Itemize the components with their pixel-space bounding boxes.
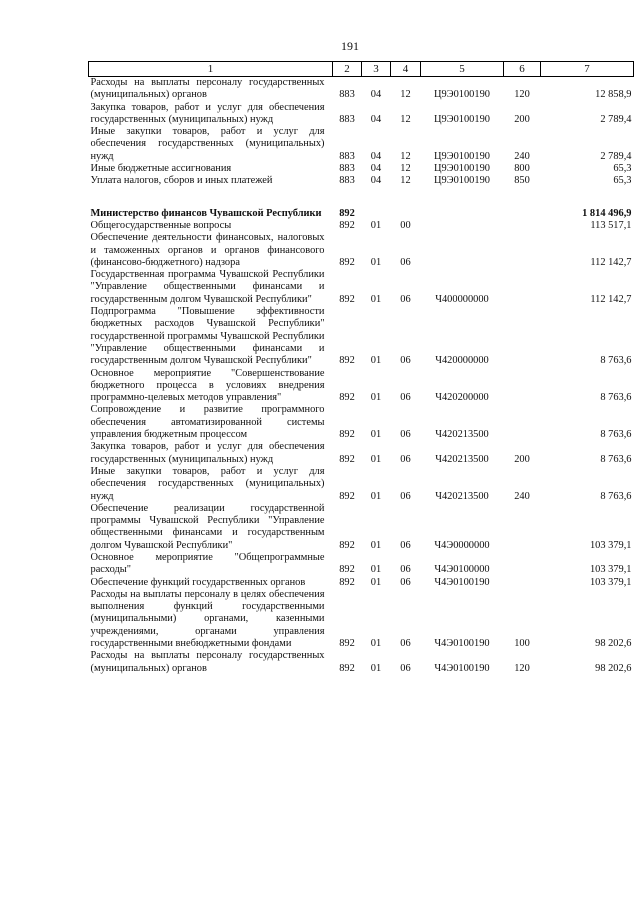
table-row xyxy=(89,650,634,675)
row-expense-type: 200 xyxy=(514,453,530,465)
row-section-code: 01 xyxy=(370,293,382,305)
row-expense-type xyxy=(504,552,541,577)
row-amount: 12 858,9 xyxy=(595,89,632,101)
table-row xyxy=(89,77,634,102)
row-subsection-code: 06 xyxy=(400,539,411,551)
row-subsection-code: 00 xyxy=(400,219,411,231)
row-ministry-code: 892 xyxy=(339,662,355,674)
row-section-code: 01 xyxy=(370,453,382,465)
row-expense-type xyxy=(504,306,541,367)
row-section-code: 04 xyxy=(370,89,382,101)
row-name: Государственная программа Чувашской Республики "Управление общественными финансами и государственным долгом Чувашской Республики" xyxy=(90,269,325,305)
table-header xyxy=(89,62,634,77)
row-amount: 2 789,4 xyxy=(600,150,632,162)
row-subsection-code: 12 xyxy=(400,150,411,162)
row-target-code xyxy=(421,220,504,232)
row-amount: 1 814 496,9 xyxy=(582,207,632,219)
row-name: Иные закупки товаров, работ и услуг для обеспечения государственных (муниципальных) нужд xyxy=(90,465,325,502)
row-expense-type xyxy=(504,404,541,441)
table-row xyxy=(89,232,634,269)
row-section-code: 04 xyxy=(370,163,382,175)
row-subsection-code: 06 xyxy=(400,429,411,441)
row-expense-type xyxy=(504,503,541,552)
header-cell: 1 xyxy=(89,62,333,77)
row-expense-type: 850 xyxy=(514,175,530,187)
row-subsection-code: 06 xyxy=(400,564,411,576)
row-amount: 113 517,1 xyxy=(590,219,632,231)
row-subsection-code: 12 xyxy=(400,163,411,175)
header-cell: 5 xyxy=(421,62,504,77)
table-row xyxy=(89,503,634,552)
row-name: Расходы на выплаты персоналу государственных (муниципальных) органов xyxy=(90,77,325,101)
row-subsection-code: 12 xyxy=(400,175,411,187)
row-ministry-code: 892 xyxy=(339,392,355,404)
table-row xyxy=(89,175,634,187)
row-subsection-code: 06 xyxy=(400,392,411,404)
table-row xyxy=(89,466,634,503)
row-name: Расходы на выплаты персоналу государственных (муниципальных) органов xyxy=(90,650,325,674)
row-expense-type xyxy=(504,269,541,306)
row-ministry-code: 892 xyxy=(339,429,355,441)
row-target-code: Ч400000000 xyxy=(435,293,489,305)
row-expense-type: 240 xyxy=(514,490,530,502)
row-amount: 112 142,7 xyxy=(590,293,632,305)
row-target-code: Ц9Э0100190 xyxy=(434,150,490,162)
row-expense-type xyxy=(504,220,541,232)
row-amount: 65,3 xyxy=(613,175,632,187)
row-target-code: Ч420000000 xyxy=(435,355,489,367)
row-subsection-code: 06 xyxy=(400,490,411,502)
header-cell: 7 xyxy=(541,62,634,77)
row-target-code: Ч4Э0000000 xyxy=(434,539,490,551)
row-section-code: 01 xyxy=(370,662,382,674)
row-expense-type: 800 xyxy=(514,163,530,175)
row-subsection-code: 12 xyxy=(400,89,411,101)
row-subsection-code: 06 xyxy=(400,662,411,674)
budget-table xyxy=(88,61,634,675)
header-cell: 6 xyxy=(504,62,541,77)
row-amount: 2 789,4 xyxy=(600,113,632,125)
row-name: Закупка товаров, работ и услуг для обеспечения государственных (муниципальных) нужд xyxy=(90,441,325,465)
row-target-code: Ч4Э0100190 xyxy=(434,576,490,588)
row-target-code: Ч420200000 xyxy=(435,392,489,404)
row-name: Подпрограмма "Повышение эффективности бюджетных расходов Чувашской Республики" государственной программы Чувашской Республики "Управление общественными финансами и государственным долгом Чувашской Республики" xyxy=(90,306,325,367)
row-ministry-code: 892 xyxy=(339,564,355,576)
row-name: Расходы на выплаты персоналу в целях обеспечения выполнения функций государственными (муниципальными) органами, казенными учреждениями, органами управления государственными внебюджетными фондами xyxy=(90,588,325,650)
row-name: Уплата налогов, сборов и иных платежей xyxy=(90,175,273,187)
row-ministry-code: 892 xyxy=(339,539,355,551)
row-expense-type: 240 xyxy=(514,150,530,162)
row-ministry-code: 892 xyxy=(339,638,355,650)
row-expense-type: 120 xyxy=(514,89,530,101)
row-ministry-code: 883 xyxy=(339,175,355,187)
row-ministry-code: 892 xyxy=(339,576,355,588)
row-ministry-code: 892 xyxy=(339,207,355,219)
row-amount: 112 142,7 xyxy=(590,256,632,268)
row-target-code: Ц9Э0100190 xyxy=(434,113,490,125)
row-target-code: Ч420213500 xyxy=(435,490,489,502)
row-section-code: 01 xyxy=(370,256,382,268)
table-row xyxy=(89,577,634,589)
header-cell: 4 xyxy=(391,62,421,77)
row-ministry-code: 883 xyxy=(339,113,355,125)
table-row xyxy=(89,552,634,577)
table-row xyxy=(89,102,634,127)
table-row xyxy=(89,441,634,466)
row-subsection-code: 06 xyxy=(400,453,411,465)
row-name: Основное мероприятие "Совершенствование бюджетного процесса в условиях внедрения программно-целевых методов управления" xyxy=(90,367,325,404)
row-target-code: Ч4Э0100190 xyxy=(434,662,490,674)
row-subsection-code: 12 xyxy=(400,113,411,125)
row-section-code: 01 xyxy=(370,392,382,404)
header-cell: 3 xyxy=(362,62,391,77)
row-expense-type xyxy=(504,368,541,405)
row-amount: 98 202,6 xyxy=(595,638,632,650)
row-section-code xyxy=(362,208,391,220)
row-section-code: 01 xyxy=(370,576,382,588)
row-expense-type xyxy=(504,232,541,269)
row-ministry-code: 892 xyxy=(339,219,355,231)
row-ministry-code: 892 xyxy=(339,355,355,367)
row-subsection-code: 06 xyxy=(400,293,411,305)
row-subsection-code: 06 xyxy=(400,355,411,367)
row-ministry-code: 892 xyxy=(339,293,355,305)
row-ministry-code: 883 xyxy=(339,150,355,162)
row-expense-type xyxy=(504,577,541,589)
row-target-code: Ч4Э0100000 xyxy=(434,564,490,576)
table-row xyxy=(89,126,634,163)
row-amount: 103 379,1 xyxy=(589,539,632,551)
row-expense-type: 120 xyxy=(514,662,530,674)
row-section-code: 01 xyxy=(370,429,382,441)
row-ministry-code: 892 xyxy=(339,256,355,268)
table-row xyxy=(89,220,634,232)
table-row xyxy=(89,306,634,367)
row-ministry-code: 892 xyxy=(339,490,355,502)
row-amount: 8 763,6 xyxy=(600,490,632,502)
row-expense-type: 100 xyxy=(514,638,530,650)
row-name: Министерство финансов Чувашской Республики xyxy=(90,207,322,219)
row-amount: 8 763,6 xyxy=(600,429,632,441)
table-spacer xyxy=(89,188,634,208)
row-name: Обеспечение реализации государственной программы Чувашской Республики "Управление общественными финансами и государственным долгом Чувашской Республики" xyxy=(90,502,325,551)
row-target-code: Ч420213500 xyxy=(435,429,489,441)
table-row xyxy=(89,269,634,306)
row-amount: 103 379,1 xyxy=(589,564,632,576)
row-subsection-code: 06 xyxy=(400,256,411,268)
header-cell: 2 xyxy=(333,62,362,77)
row-section-code: 01 xyxy=(370,638,382,650)
row-amount: 98 202,6 xyxy=(595,662,632,674)
row-name: Общегосударственные вопросы xyxy=(90,219,232,231)
row-target-code: Ч4Э0100190 xyxy=(434,638,490,650)
row-name: Закупка товаров, работ и услуг для обеспечения государственных (муниципальных) нужд xyxy=(90,101,325,125)
row-expense-type xyxy=(504,208,541,220)
row-section-code: 01 xyxy=(370,490,382,502)
row-section-code: 04 xyxy=(370,175,382,187)
table-row xyxy=(89,208,634,220)
row-target-code: Ц9Э0100190 xyxy=(434,163,490,175)
row-target-code: Ц9Э0100190 xyxy=(434,175,490,187)
table-row xyxy=(89,368,634,405)
row-amount: 65,3 xyxy=(613,163,632,175)
row-section-code: 01 xyxy=(370,539,382,551)
row-ministry-code: 883 xyxy=(339,163,355,175)
row-name: Иные закупки товаров, работ и услуг для обеспечения государственных (муниципальных) нужд xyxy=(90,126,325,162)
row-name: Основное мероприятие "Общепрограммные расходы" xyxy=(90,551,325,576)
row-name: Обеспечение функций государственных органов xyxy=(90,576,306,588)
row-ministry-code: 892 xyxy=(339,453,355,465)
row-name: Обеспечение деятельности финансовых, налоговых и таможенных органов и органов финансового (финансово-бюджетного) надзора xyxy=(90,232,325,268)
row-target-code: Ц9Э0100190 xyxy=(434,89,490,101)
spacer-cell xyxy=(89,188,634,208)
row-section-code: 04 xyxy=(370,113,382,125)
row-amount: 8 763,6 xyxy=(600,453,632,465)
row-ministry-code: 883 xyxy=(339,89,355,101)
row-section-code: 01 xyxy=(370,219,382,231)
row-name: Иные бюджетные ассигнования xyxy=(90,163,232,175)
row-subsection-code: 06 xyxy=(400,576,411,588)
row-target-code: Ч420213500 xyxy=(435,453,489,465)
row-section-code: 01 xyxy=(370,564,382,576)
row-target-code xyxy=(421,232,504,269)
row-amount: 103 379,1 xyxy=(589,576,632,588)
row-name: Сопровождение и развитие программного обеспечения автоматизированной системы управления бюджетным процессом xyxy=(90,404,325,441)
row-section-code: 04 xyxy=(370,150,382,162)
table-row xyxy=(89,163,634,175)
row-section-code: 01 xyxy=(370,355,382,367)
table-row xyxy=(89,589,634,650)
row-subsection-code xyxy=(391,208,421,220)
row-target-code xyxy=(421,208,504,220)
row-expense-type: 200 xyxy=(514,113,530,125)
row-amount: 8 763,6 xyxy=(600,392,632,404)
table-row xyxy=(89,404,634,441)
row-amount: 8 763,6 xyxy=(600,355,632,367)
page-number: 191 xyxy=(341,39,359,53)
row-subsection-code: 06 xyxy=(400,638,411,650)
